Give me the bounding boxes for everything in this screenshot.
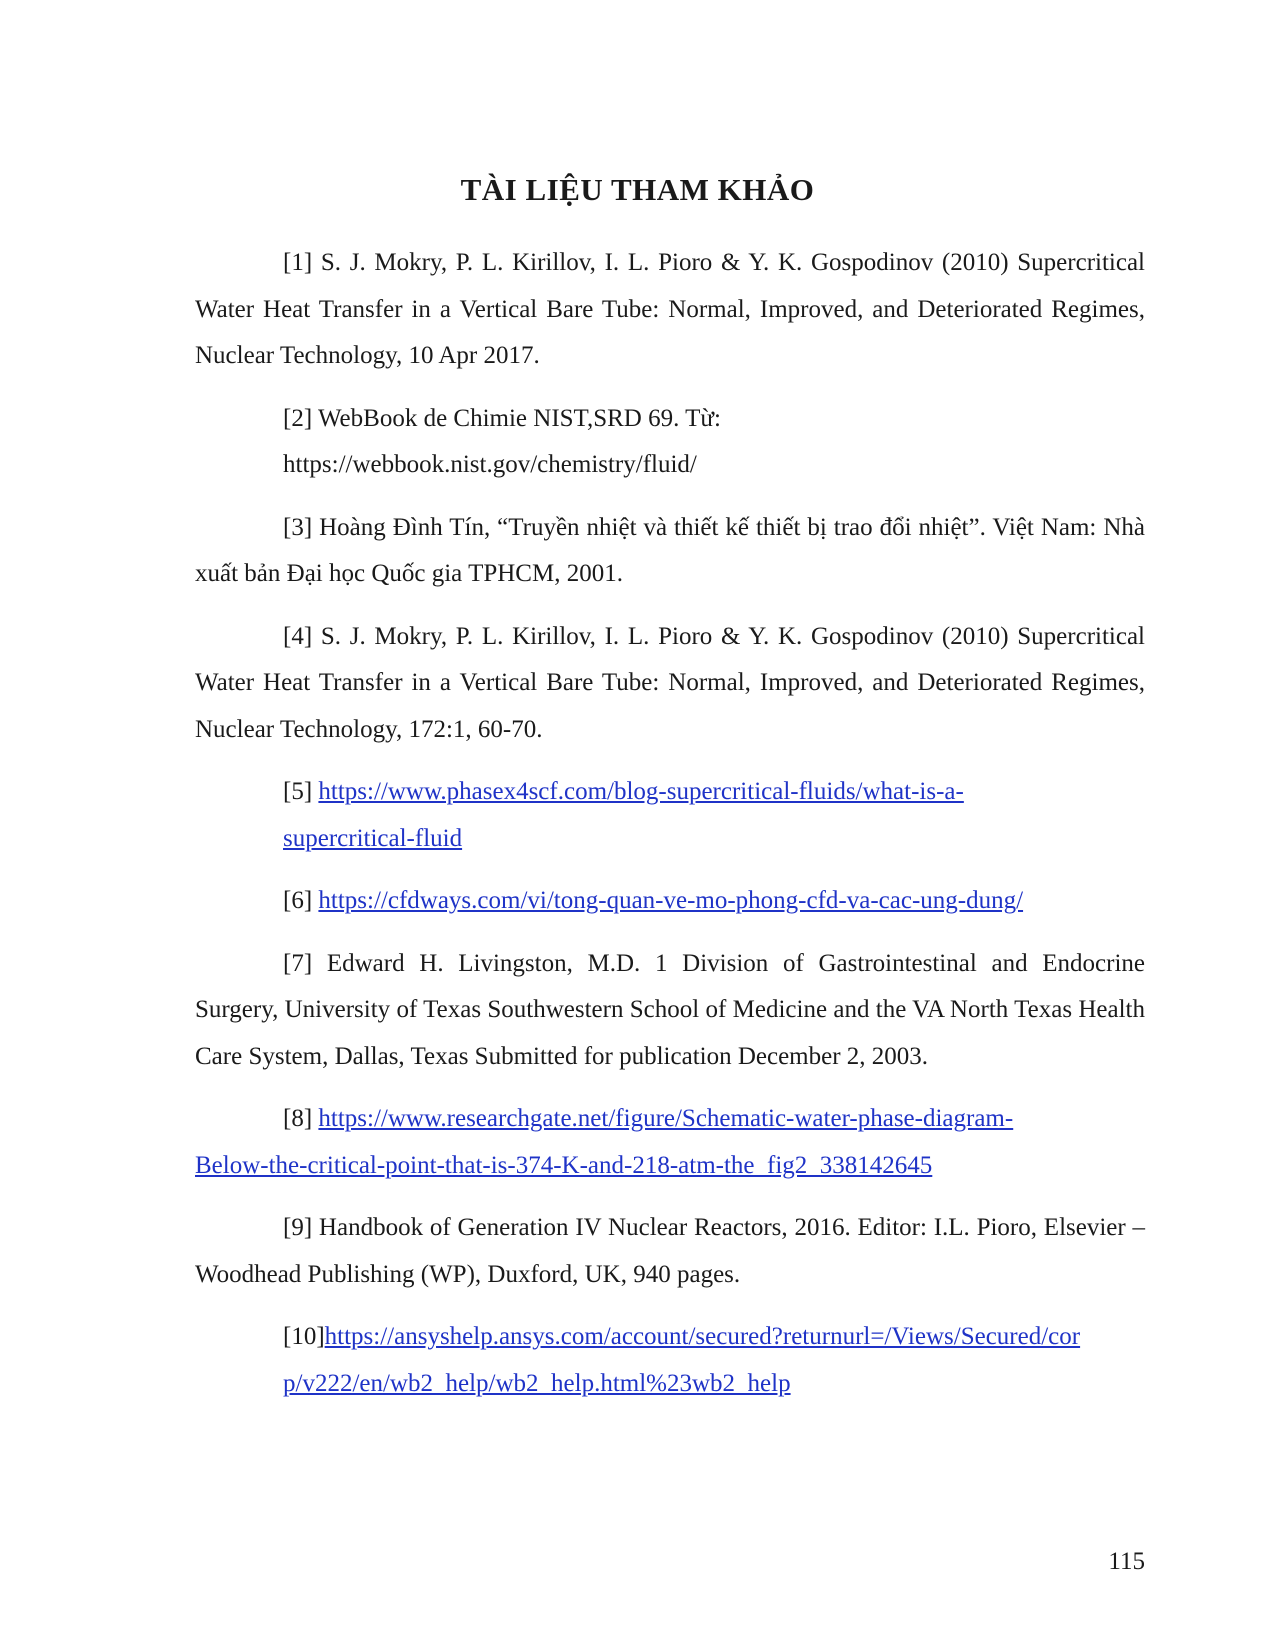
reference-10 (195, 1314, 1145, 1407)
reference-10-label: [10] (283, 1323, 325, 1350)
reference-3: [3] Hoàng Đình Tín, “Truyền nhiệt và thiết kế thiết bị trao đổi nhiệt”. Việt Nam: Nhà xuất bản Đại học Quốc gia TPHCM, 2001. (195, 513, 1145, 587)
reference-10-link[interactable]: https://ansyshelp.ansys.com/account/secured?returnurl=/Views/Secured/cor (324, 1323, 1081, 1350)
reference-9: [9] Handbook of Generation IV Nuclear Reactors, 2016. Editor: I.L. Pioro, Elsevier – Woodhead Publishing (WP), Duxford, UK, 940 pages. (195, 1214, 1145, 1288)
reference-8-link-continued[interactable]: Below-the-critical-point-that-is-374-K-and-218-atm-the_fig2_338142645 (195, 1151, 933, 1179)
reference-4: [4] S. J. Mokry, P. L. Kirillov, I. L. Pioro & Y. K. Gospodinov (2010) Supercritical Water Heat Transfer in a Vertical Bare Tube: Normal, Improved, and Deteriorated Regimes, Nuclear Technology, 172:1, 60-70. (195, 622, 1145, 743)
page-title: TÀI LIỆU THAM KHẢO (460, 172, 815, 207)
reference-8 (195, 1096, 1145, 1189)
reference-7: [7] Edward H. Livingston, M.D. 1 Division of Gastrointestinal and Endocrine Surgery, University of Texas Southwestern School of Medicine and the VA North Texas Health Care System, Dallas, Texas Submitted for publication December 2, 2003. (195, 949, 1145, 1070)
reference-list (195, 240, 1145, 1423)
reference-8-label: [8] (283, 1105, 319, 1132)
reference-2-citation: [2] WebBook de Chimie NIST,SRD 69. Từ: (283, 404, 721, 432)
reference-6-link[interactable]: https://cfdways.com/vi/tong-quan-ve-mo-phong-cfd-va-cac-ung-dung/ (318, 887, 1024, 914)
reference-6 (195, 878, 1145, 925)
reference-5 (195, 769, 1145, 862)
reference-1: [1] S. J. Mokry, P. L. Kirillov, I. L. Pioro & Y. K. Gospodinov (2010) Supercritical Water Heat Transfer in a Vertical Bare Tube: Normal, Improved, and Deteriorated Regimes, Nuclear Technology, 10 Apr 2017. (195, 249, 1145, 369)
reference-5-link[interactable]: https://www.phasex4scf.com/blog-supercritical-fluids/what-is-a- (318, 778, 964, 805)
reference-8-link[interactable]: https://www.researchgate.net/figure/Schematic-water-phase-diagram- (318, 1105, 1014, 1132)
reference-5-link-continued[interactable]: supercritical-fluid (283, 824, 463, 852)
reference-6-label: [6] (283, 887, 319, 914)
reference-2-url: https://webbook.nist.gov/chemistry/fluid/ (283, 451, 697, 478)
reference-10-link-continued[interactable]: p/v222/en/wb2_help/wb2_help.html%23wb2_help (283, 1369, 791, 1397)
reference-2 (195, 396, 1145, 489)
page-number: 115 (1108, 1548, 1145, 1575)
reference-5-label: [5] (283, 778, 319, 805)
